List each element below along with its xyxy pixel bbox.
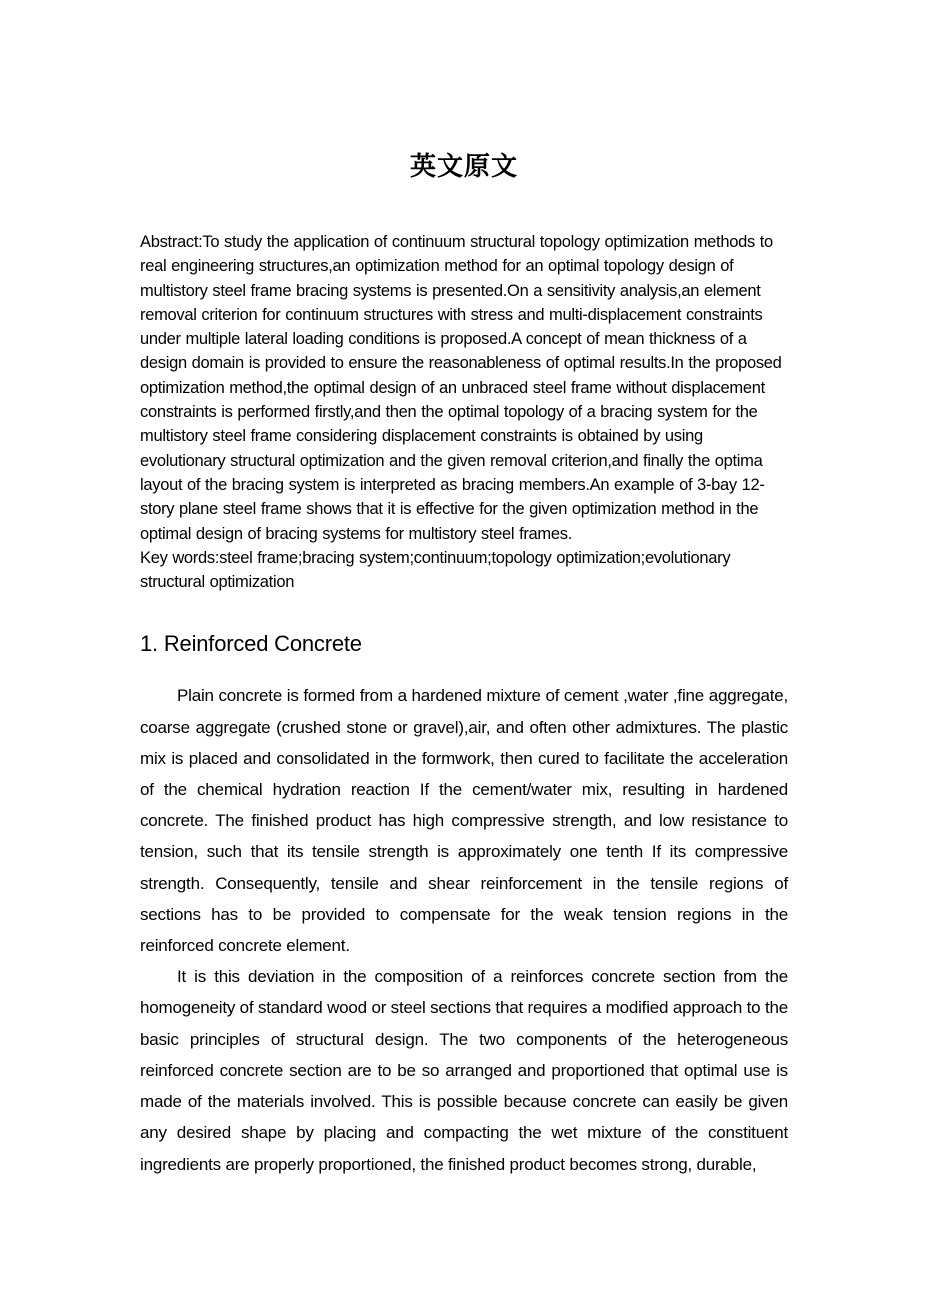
- document-title: 英文原文: [409, 151, 518, 181]
- abstract-paragraph: Abstract:To study the application of continuum structural topology optimization methods to real engineering structures,an optimization method for an optimal topology design of multistory steel frame bracing systems is presented.On a sensitivity analysis,an element removal criterion for continuum structures with stress and multi-displacement constraints under multiple lateral loading conditions is proposed.A concept of mean thickness of a design domain is provided to ensure the reasonableness of optimal results.In the proposed optimization method,the optimal design of an unbraced steel frame without displacement constraints is performed firstly,and then the optimal topology of a bracing system for the multistory steel frame considering displacement constraints is obtained by using evolutionary structural optimization and the given removal criterion,and finally the optima layout of the bracing system is interpreted as bracing members.An example of 3-bay 12-story plane steel frame shows that it is effective for the given optimization method in the optimal design of bracing systems for multistory steel frames.: [140, 233, 782, 543]
- keywords-line: Key words:steel frame;bracing system;continuum;topology optimization;evolutionary structural optimization: [140, 548, 731, 592]
- section-heading-reinforced-concrete: 1. Reinforced Concrete: [140, 631, 362, 657]
- body-paragraph-1: Plain concrete is formed from a hardened mixture of cement ,water ,fine aggregate, coarse aggregate (crushed stone or gravel),air, and often other admixtures. The plastic mix is placed and consolidated in the formwork, then cured to facilitate the acceleration of the chemical hydration reaction If the cement/water mix, resulting in hardened concrete. The finished product has high compressive strength, and low resistance to tension, such that its tensile strength is approximately one tenth If its compressive strength. Consequently, tensile and shear reinforcement in the tensile regions of sections has to be provided to compensate for the weak tension regions in the reinforced concrete element.: [140, 686, 788, 956]
- body-paragraph-2: It is this deviation in the composition of a reinforces concrete section from the homogeneity of standard wood or steel sections that requires a modified approach to the basic principles of structural design. The two components of the heterogeneous reinforced concrete section are to be so arranged and proportioned that optimal use is made of the materials involved. This is possible because concrete can easily be given any desired shape by placing and compacting the wet mixture of the constituent ingredients are properly proportioned, the finished product becomes strong, durable,: [140, 967, 788, 1174]
